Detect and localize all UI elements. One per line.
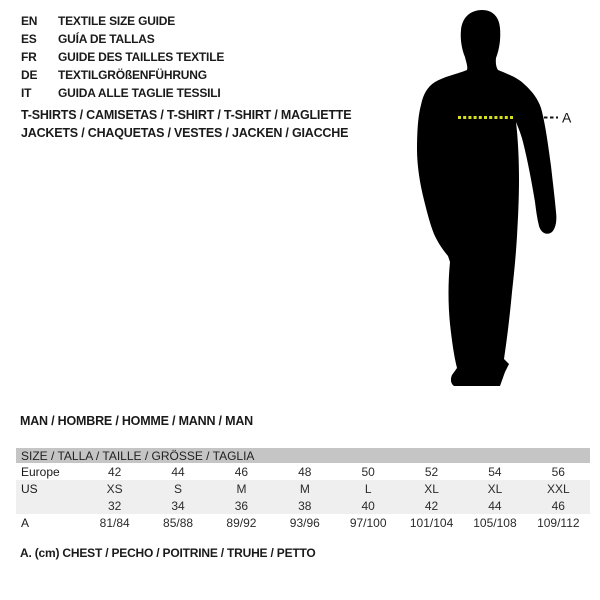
- size-cell: 54: [488, 464, 502, 479]
- measurement-footnote: A. (cm) CHEST / PECHO / POITRINE / TRUHE / PETTO: [20, 546, 316, 560]
- size-cell: 40: [361, 498, 375, 513]
- lang-code: IT: [21, 86, 32, 100]
- table-row-numeric: [16, 497, 590, 514]
- size-cell: XXL: [546, 481, 570, 496]
- lang-code: ES: [21, 32, 37, 46]
- size-cell: 44: [488, 498, 502, 513]
- size-cell: XL: [487, 481, 503, 496]
- lang-label: TEXTILGRÖßENFÜHRUNG: [58, 68, 207, 82]
- size-cell: 46: [234, 464, 249, 479]
- size-cell: 48: [298, 464, 312, 479]
- row-label: Europe: [21, 464, 60, 479]
- lang-row-de: [21, 66, 224, 84]
- lang-label: GUIDE DES TAILLES TEXTILE: [58, 50, 225, 64]
- size-cell: 32: [108, 498, 122, 513]
- language-title-list: [21, 12, 224, 102]
- size-cell: 46: [551, 498, 565, 513]
- size-cell: 93/96: [289, 515, 320, 530]
- lang-code: DE: [21, 68, 38, 82]
- man-silhouette: [417, 10, 556, 386]
- category-lines: [21, 106, 351, 142]
- row-label: US: [21, 481, 38, 496]
- size-cell: 50: [361, 464, 375, 479]
- size-table-header: SIZE / TALLA / TAILLE / GRÖSSE / TAGLIA: [16, 448, 590, 463]
- size-cell: M: [236, 481, 247, 496]
- category-jackets: JACKETS / CHAQUETAS / VESTES / JACKEN / GIACCHE: [21, 126, 349, 140]
- size-cell: XL: [424, 481, 439, 496]
- size-table: [16, 448, 590, 531]
- size-cell: L: [364, 481, 372, 496]
- lang-label: GUIDA ALLE TAGLIE TESSILI: [58, 86, 221, 100]
- size-cell: S: [174, 481, 183, 496]
- size-cell: 52: [424, 464, 439, 479]
- table-row-europe: [16, 463, 590, 480]
- category-tshirts: T-SHIRTS / CAMISETAS / T-SHIRT / T-SHIRT / MAGLIETTE: [21, 108, 352, 122]
- size-cell: XS: [106, 481, 123, 496]
- lang-label: TEXTILE SIZE GUIDE: [58, 14, 176, 28]
- size-cell: 109/112: [537, 515, 580, 530]
- lang-code: FR: [21, 50, 37, 64]
- size-cell: 36: [234, 498, 249, 513]
- size-cell: 81/84: [99, 515, 130, 530]
- size-cell: M: [299, 481, 310, 496]
- size-cell: 101/104: [409, 515, 454, 530]
- size-cell: 105/108: [473, 515, 517, 530]
- lang-code: EN: [21, 14, 38, 28]
- size-cell: 44: [171, 464, 185, 479]
- man-figure: [412, 4, 572, 386]
- size-cell: 42: [108, 464, 122, 479]
- size-cell: 56: [551, 464, 565, 479]
- size-cell: 38: [298, 498, 312, 513]
- lang-row-fr: [21, 48, 224, 66]
- table-row-chest-cm: [16, 514, 590, 531]
- measure-label-a: A: [562, 109, 572, 126]
- row-label: A: [21, 515, 30, 530]
- size-cell: 42: [424, 498, 439, 513]
- size-cell: 89/92: [226, 515, 257, 530]
- lang-row-en: [21, 12, 224, 30]
- size-cell: 85/88: [163, 515, 194, 530]
- lang-row-it: [21, 84, 224, 102]
- table-row-us: [16, 480, 590, 497]
- lang-row-es: [21, 30, 224, 48]
- lang-label: GUÍA DE TALLAS: [58, 32, 155, 46]
- size-cell: 34: [171, 498, 185, 513]
- size-cell: 97/100: [349, 515, 387, 530]
- section-title-man: MAN / HOMBRE / HOMME / MANN / MAN: [20, 414, 253, 428]
